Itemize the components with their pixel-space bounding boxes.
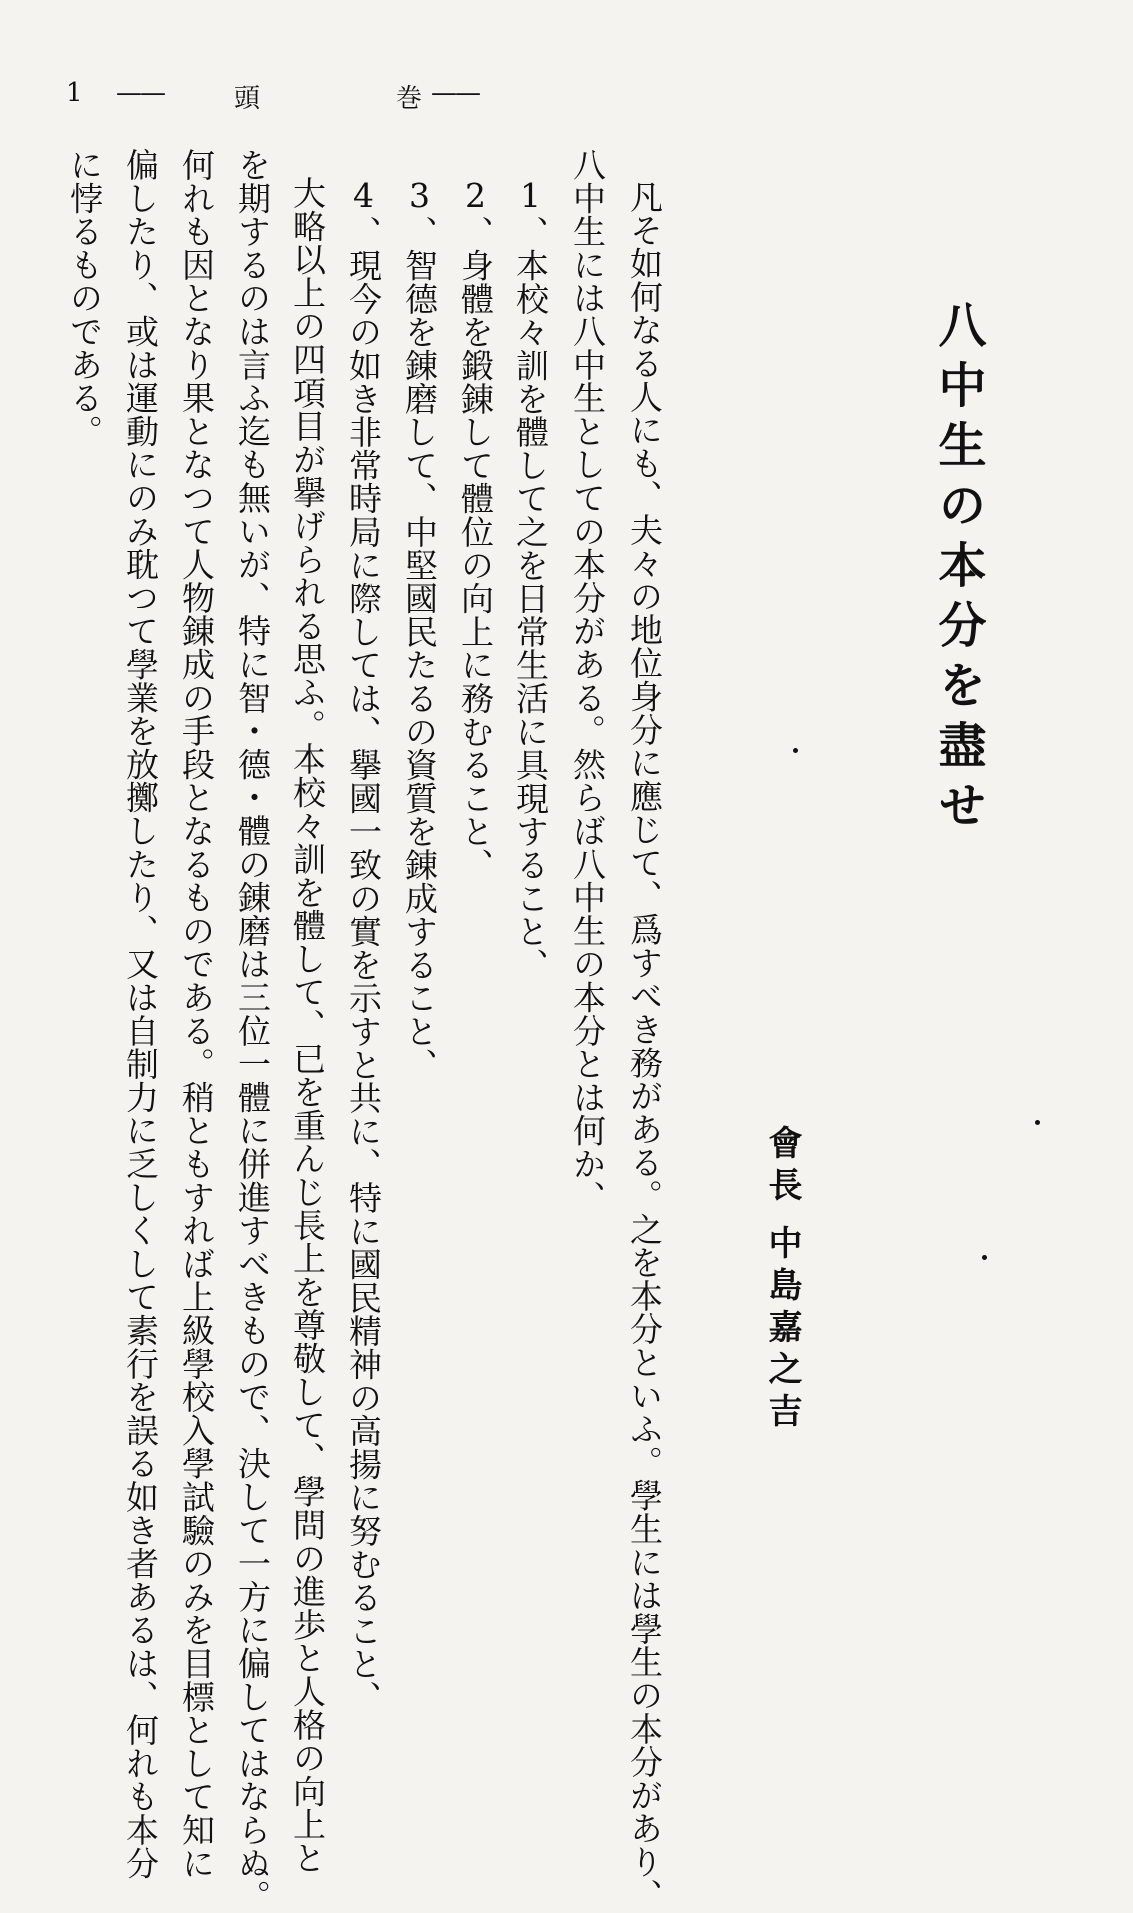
body-column-1: 凡そ如何なる人にも、夫々の地位身分に應じて、爲すべき務がある。之を本分といふ。學生には學生の本分があり、 xyxy=(625,180,664,1912)
print-speck xyxy=(1035,1120,1040,1125)
body-column-4: 2、身體を鍛錬して體位の向上に務むること、 xyxy=(456,176,495,882)
body-column-10: 偏したり、或は運動にのみ耽つて學業を放擲したり、又は自制力に乏しくして素行を誤る如き者あるは、何れも本分 xyxy=(121,148,160,1880)
body-column-9: 何れも因となり果となつて人物錬成の手段となるものである。稍ともすれば上級學校入學試驗のみを目標として知に xyxy=(177,148,216,1880)
author-name: 中島嘉之吉 xyxy=(762,1225,802,1435)
body-column-8: を期するのは言ふ迄も無いが、特に智・德・體の錬磨は三位一體に併進すべきもので、決して一方に偏してはならぬ。 xyxy=(233,148,272,1913)
header-label-left: 頭 xyxy=(234,84,261,114)
author-role: 會長 xyxy=(762,1125,802,1209)
body-column-5: 3、智德を錬磨して、中堅國民たるの資質を錬成すること、 xyxy=(400,176,439,1082)
body-column-7: 大略以上の四項目が擧げられる思ふ。本校々訓を體して、已を重んじ長上を尊敬して、學問の進歩と人格の向上と xyxy=(288,176,327,1875)
page-header xyxy=(66,78,479,118)
body-column-2: 八中生には八中生としての本分がある。然らば八中生の本分とは何か、 xyxy=(568,148,607,1214)
header-dash-right: —— xyxy=(431,78,479,108)
body-column-6: 4、現今の如き非常時局に際しては、擧國一致の實を示すと共に、特に國民精神の高揚に努むること、 xyxy=(344,176,383,1714)
print-speck xyxy=(793,748,798,753)
header-dash-left: —— xyxy=(116,78,164,108)
page-number: 1 xyxy=(66,78,83,108)
header-label-right: 巻 xyxy=(396,84,423,114)
print-speck xyxy=(982,1255,987,1260)
body-column-11: に悖るものである。 xyxy=(65,148,104,448)
article-title: 八中生の本分を盡せ xyxy=(930,300,986,840)
body-column-3: 1、本校々訓を體して之を日常生活に具現すること、 xyxy=(511,176,550,982)
